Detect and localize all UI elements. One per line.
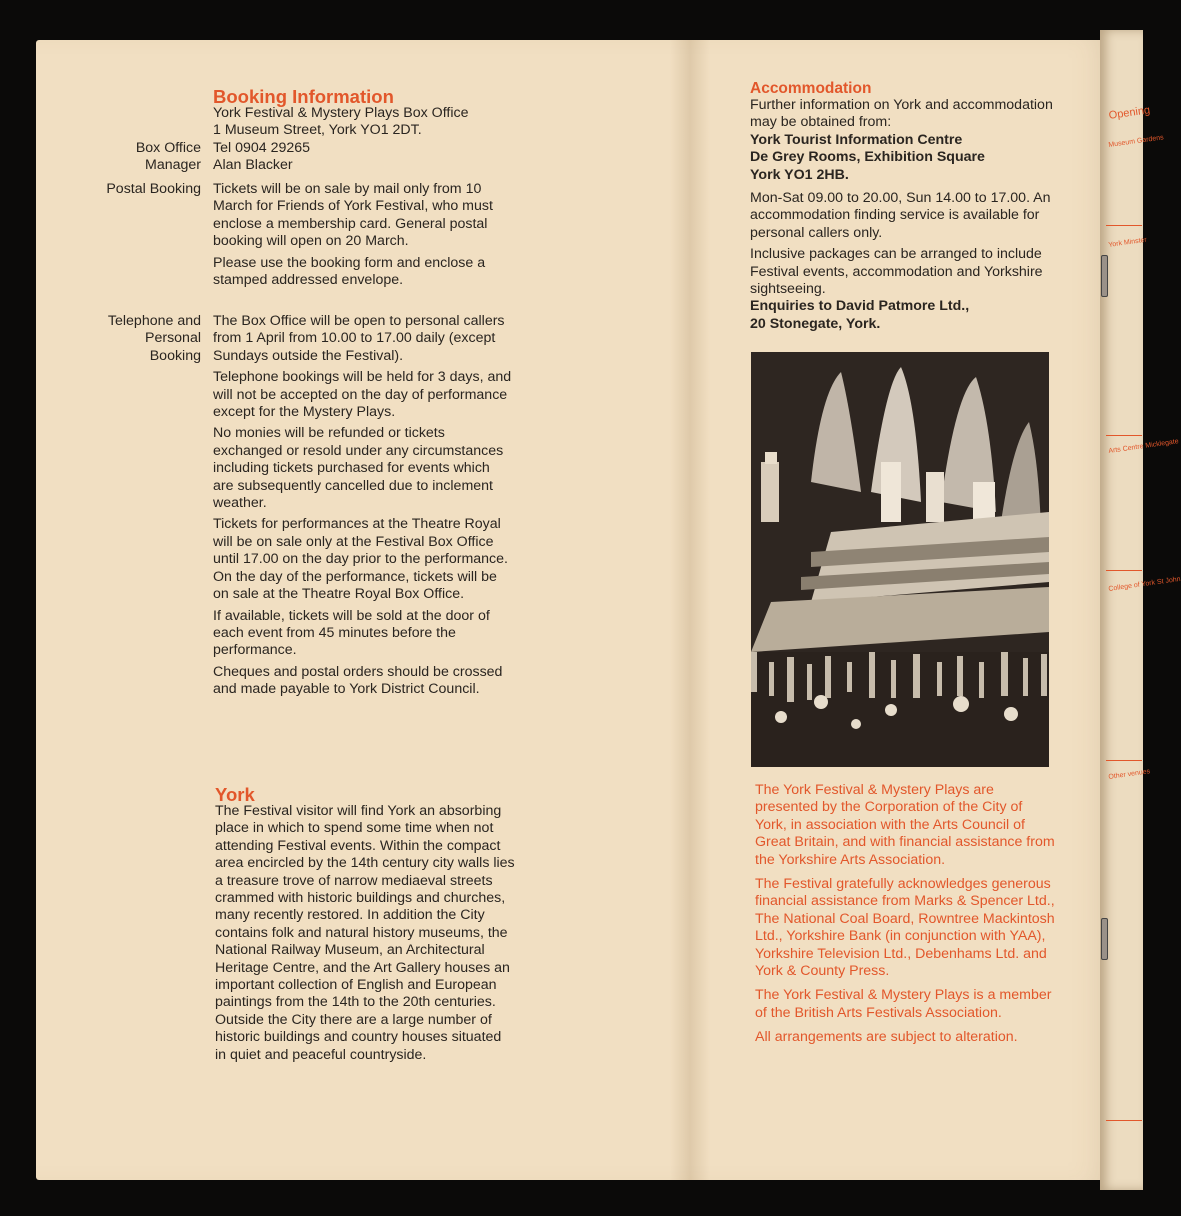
label-telephone-line: Telephone and: [107, 313, 201, 329]
tourist-centre-address: [750, 132, 1055, 184]
label-box-office-text: Box Office: [135, 140, 201, 156]
telephone-booking-section: [213, 313, 513, 703]
next-page-item: College of York St John: [1108, 575, 1181, 593]
york-body: The Festival visitor will find York an absorbing place in which to spend some time when not attending Festival events. Within the compact area encircled by the 14th century city walls lies a treasure trove of narrow mediaeval streets crammed with historic buildings and churches, many recently restored. In addition the City contains folk and natural history museums, the National Railway Museum, an Architectural Heritage Centre, and the Art Gallery houses an important collection of English and European paintings from the 14th to the 20th centuries. Outside the City there are a large number of historic buildings and country houses situated in quiet and peaceful countryside.: [215, 803, 515, 1063]
accommodation-heading: Accommodation: [750, 80, 872, 97]
york-heading: York: [215, 784, 255, 805]
postal-paragraph: Tickets will be on sale by mail only from 10 March for Friends of York Festival, who must enclose a membership card. General postal booking will open on 20 March.: [213, 181, 493, 250]
box-office-tel: Tel 0904 29265: [213, 139, 311, 156]
label-box-office: [136, 140, 201, 175]
next-page-heading: Opening: [1108, 104, 1151, 122]
box-office-address: [213, 105, 523, 175]
box-office-manager-name: Alan Blacker: [213, 157, 293, 174]
telephone-paragraph: If available, tickets will be sold at the door of each event from 45 minutes before the performance.: [213, 607, 490, 659]
tourist-centre-line: York Tourist Information Centre: [750, 131, 963, 148]
next-page-rule: [1106, 1120, 1142, 1121]
next-page-item: Arts Centre Micklegate: [1108, 438, 1180, 455]
next-page-edge: [1100, 30, 1181, 1190]
booking-heading: Booking Information: [213, 86, 394, 107]
next-page-item: Museum Gardens: [1108, 134, 1165, 149]
credit-paragraph: All arrangements are subject to alteration.: [755, 1029, 1018, 1046]
telephone-paragraph: Cheques and postal orders should be crossed and made payable to York District Council.: [213, 663, 503, 698]
staple: [1101, 918, 1108, 960]
label-manager-text: Manager: [145, 157, 201, 174]
box-office-name: York Festival & Mystery Plays Box Office: [213, 105, 469, 121]
postal-paragraph: Please use the booking form and enclose a stamped addressed envelope.: [213, 254, 486, 289]
accommodation-section: [750, 97, 1055, 333]
mystery-plays-photo: [751, 352, 1049, 767]
next-page-item: Other venues: [1108, 768, 1151, 781]
credit-paragraph: The York Festival & Mystery Plays is a member of the British Arts Festivals Association.: [755, 987, 1052, 1021]
credit-paragraph: The Festival gratefully acknowledges generous financial assistance from Marks & Spencer Ltd., The National Coal Board, Rowntree Mackintosh Ltd., Yorkshire Bank (in conjunction with YAA), Yorkshire Television Ltd., Debenhams Ltd. and York & County Press.: [755, 876, 1055, 980]
telephone-paragraph: Telephone bookings will be held for 3 days, and will not be accepted on the day of performance except for the Mystery Plays.: [213, 369, 512, 421]
staple: [1101, 255, 1108, 297]
credits-section: [755, 782, 1055, 1051]
label-telephone-booking: [108, 313, 201, 365]
page-gutter: [670, 40, 710, 1180]
label-telephone-line: Personal: [145, 330, 201, 347]
box-office-street: 1 Museum Street, York YO1 2DT.: [213, 122, 422, 139]
credit-paragraph: The York Festival & Mystery Plays are presented by the Corporation of the City of York, in association with the Arts Council of Great Britain, and with financial assistance from the Yorkshire Arts Association.: [755, 782, 1055, 868]
next-page-rule: [1106, 760, 1142, 761]
tourist-centre-line: De Grey Rooms, Exhibition Square: [750, 149, 985, 166]
accommodation-intro: Further information on York and accommodation may be obtained from:: [750, 97, 1053, 131]
label-telephone-line: Booking: [149, 347, 201, 364]
postal-booking-section: [213, 181, 513, 293]
opening-hours: Mon-Sat 09.00 to 20.00, Sun 14.00 to 17.00. An accommodation finding service is available for personal callers only.: [750, 190, 1051, 241]
next-page-item: York Minster: [1108, 236, 1148, 249]
next-page-rule: [1106, 570, 1142, 571]
next-page-rule: [1106, 435, 1142, 436]
next-page-rule: [1106, 225, 1142, 226]
telephone-paragraph: Tickets for performances at the Theatre Royal will be on sale only at the Festival Box Office until 17.00 on the day prior to the performance. On the day of the performance, tickets will be on sale at the Theatre Royal Box Office.: [213, 516, 508, 603]
enquiries-line: Enquiries to David Patmore Ltd.,: [750, 298, 970, 315]
mystery-plays-photo-graphic: [751, 352, 1049, 767]
telephone-paragraph: No monies will be refunded or tickets exchanged or resold under any circumstances including tickets purchased for events which are subsequently cancelled due to inclement weather.: [213, 425, 504, 512]
inclusive-packages: Inclusive packages can be arranged to include Festival events, accommodation and Yorkshire sightseeing.: [750, 246, 1043, 298]
enquiries-line: 20 Stonegate, York.: [750, 315, 881, 332]
label-postal-booking: Postal Booking: [106, 181, 201, 197]
telephone-paragraph: The Box Office will be open to personal callers from 1 April from 10.00 to 17.00 daily (except Sundays outside the Festival).: [213, 313, 505, 364]
tourist-centre-line: York YO1 2HB.: [750, 166, 849, 183]
